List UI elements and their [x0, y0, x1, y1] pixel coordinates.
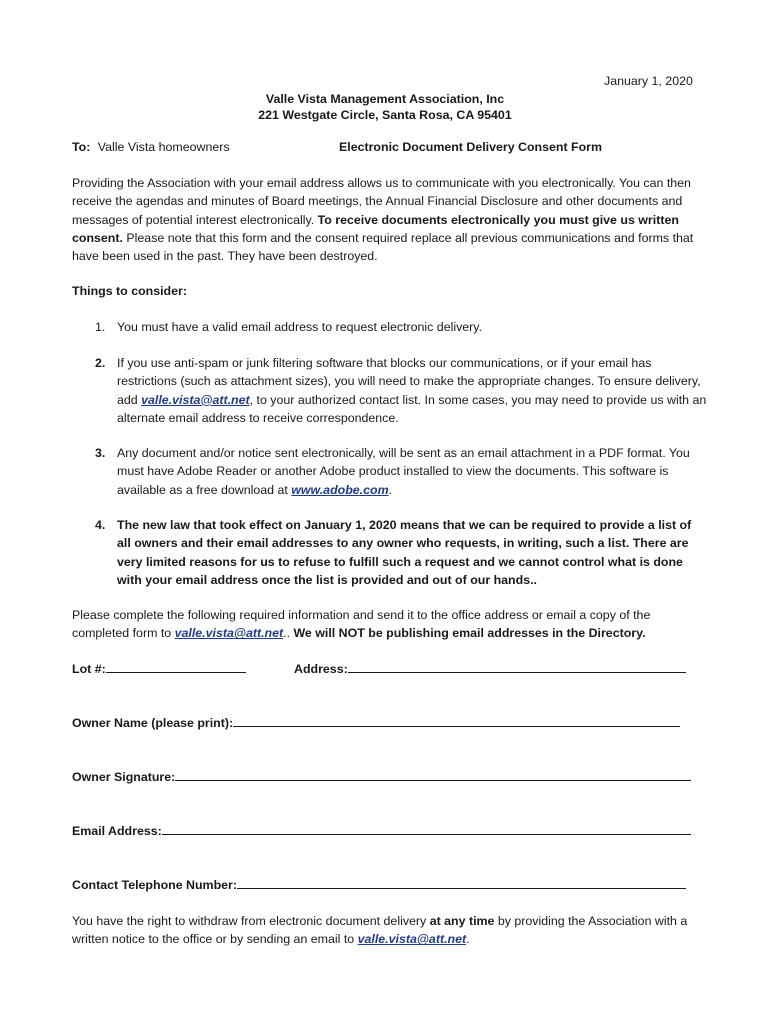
withdraw-any-time: at any time [429, 914, 495, 928]
owner-name-blank-line[interactable] [233, 714, 680, 727]
document-date: January 1, 2020 [604, 74, 693, 88]
email-address-field[interactable] [72, 822, 691, 838]
intro-paragraph [72, 174, 702, 265]
list-item-number: 1. [95, 320, 106, 334]
lot-field[interactable] [72, 660, 246, 676]
list-item-number: 3. [95, 446, 106, 460]
list-item-number: 4. [95, 518, 106, 532]
organization-name: Valle Vista Management Association, Inc [265, 92, 505, 106]
email-address-blank-line[interactable] [162, 822, 691, 835]
list-item-text-before: If you use anti-spam or junk filtering software that blocks our communications, or if your email has restrictions (such as attachment sizes), you will need to make the appropriate changes. To ensure delivery, add [117, 356, 701, 407]
owner-signature-label: Owner Signature: [72, 770, 176, 784]
intro-consent-notice: To receive documents electronically you must give us written consent. [72, 212, 679, 245]
address-label: Address: [294, 662, 348, 676]
intro-text-2: Please note that this form and the consent required replace all previous communications and forms that have been used in the past. They have been destroyed. [72, 230, 694, 264]
address-field[interactable] [294, 660, 686, 676]
complete-text-1: Please complete the following required information and send it to the office address or email a copy of the completed form to [72, 608, 651, 641]
email-address-label: Email Address: [72, 824, 162, 838]
intro-text-1: Providing the Association with your email address allows us to communicate with you electronically. You can then receive the agendas and minutes of Board meetings, the Annual Financial Disclosure and other documents and messages of potential interest electronically. [72, 176, 691, 227]
address-blank-line[interactable] [348, 660, 686, 673]
withdraw-paragraph [72, 912, 702, 949]
list-item-text: The new law that took effect on January 1, 2020 means that we can be required to provide a list of all owners and their email addresses to any owner who requests, in writing, such a list. There are very limited reasons for us to refuse to fulfill such a request and we cannot control what is done with your email address once the list is provided and out of our hands.. [117, 518, 692, 587]
phone-label: Contact Telephone Number: [72, 878, 237, 892]
list-item-text: You must have a valid email address to request electronic delivery. [117, 320, 483, 334]
list-item-text-after: . [388, 482, 393, 497]
email-link[interactable]: valle.vista@att.net [357, 932, 467, 947]
lot-label: Lot #: [72, 662, 106, 676]
phone-blank-line[interactable] [237, 876, 686, 889]
things-to-consider-heading: Things to consider: [72, 284, 187, 298]
withdraw-text-3: . [466, 932, 470, 947]
owner-name-label: Owner Name (please print): [72, 716, 234, 730]
list-item-text-after: , to your authorized contact list. In some cases, you may need to provide us with an alternate email address to receive correspondence. [117, 392, 707, 425]
directory-notice: We will NOT be publishing email addresses in the Directory. [293, 626, 646, 641]
to-label: To: [72, 140, 91, 154]
owner-signature-field[interactable] [72, 768, 691, 784]
owner-name-field[interactable] [72, 714, 680, 730]
adobe-link[interactable]: www.adobe.com [291, 482, 389, 497]
complete-text-2: .. [283, 626, 294, 641]
to-value: Valle Vista homeowners [97, 140, 230, 154]
list-item-text-before: Any document and/or notice sent electronically, will be sent as an email attachment in a PDF format. You must have Adobe Reader or another Adobe product installed to view the documents. This software is available as a free download at [117, 446, 690, 497]
organization-address: 221 Westgate Circle, Santa Rosa, CA 95401 [258, 108, 512, 122]
list-item-number: 2. [95, 356, 106, 370]
email-link[interactable]: valle.vista@att.net [174, 626, 284, 641]
withdraw-text-1: You have the right to withdraw from electronic document delivery [72, 914, 430, 928]
complete-instructions [72, 606, 702, 643]
phone-field[interactable] [72, 876, 686, 892]
email-link[interactable]: valle.vista@att.net [141, 392, 250, 407]
list-item-text [117, 354, 707, 427]
form-title: Electronic Document Delivery Consent Form [339, 140, 603, 154]
withdraw-text-2: by providing the Association with a written notice to the office or by sending an email to [72, 914, 688, 947]
lot-blank-line[interactable] [106, 660, 246, 673]
owner-signature-blank-line[interactable] [175, 768, 691, 781]
list-item-text [117, 444, 707, 499]
recipient-line [72, 140, 230, 154]
